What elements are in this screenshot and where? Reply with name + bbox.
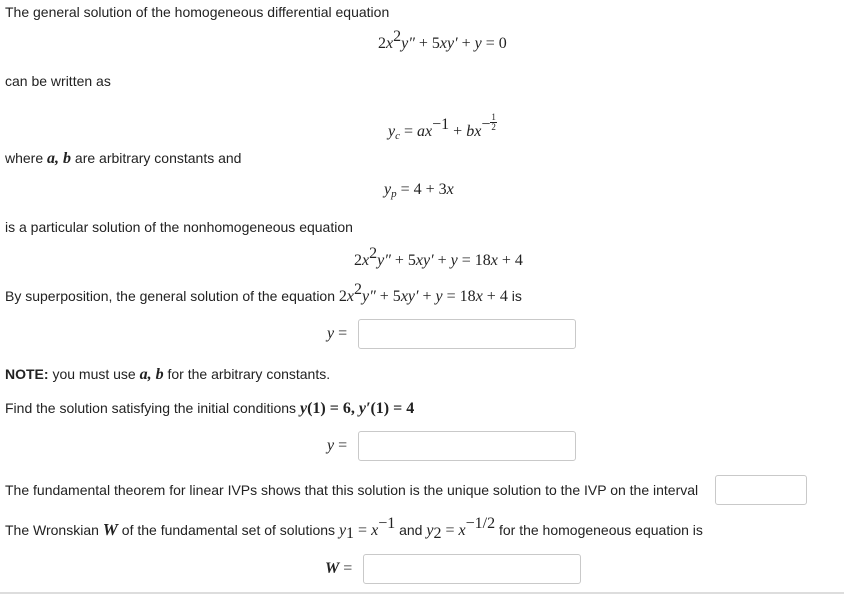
intro-text: The general solution of the homogeneous differential equation bbox=[5, 4, 390, 20]
interval-input[interactable] bbox=[715, 475, 807, 505]
fundamental-text: The fundamental theorem for linear IVPs shows that this solution is the unique solution to the IVP on the interval bbox=[5, 482, 699, 498]
can-be-written-text: can be written as bbox=[5, 73, 111, 89]
wronskian-input[interactable] bbox=[363, 554, 581, 584]
homogeneous-equation: $2x^2y'' + 5xy' + y = 0$ bbox=[378, 28, 507, 52]
ivp-y-label: y = bbox=[327, 437, 348, 454]
note-label: NOTE: bbox=[5, 366, 49, 382]
note-text bbox=[5, 366, 330, 383]
wronskian-suffix: for the homogeneous equation is bbox=[495, 522, 703, 538]
wronskian-text bbox=[5, 515, 703, 542]
note-prefix: you must use bbox=[48, 366, 140, 382]
y1-expression: $y_1 = x^{-1}$ bbox=[338, 515, 396, 542]
where-prefix: where bbox=[5, 150, 48, 166]
find-text bbox=[5, 400, 414, 417]
superposition-suffix: is bbox=[507, 288, 522, 304]
particular-text: is a particular solution of the nonhomogeneous equation bbox=[5, 219, 353, 235]
wronskian-and: and bbox=[395, 522, 427, 538]
superposition-equation: $2x^2y'' + 5xy' + y = 18x + 4$ bbox=[338, 281, 508, 305]
where-text bbox=[5, 150, 241, 167]
find-prefix: Find the solution satisfying the initial conditions bbox=[5, 400, 300, 416]
general-solution-input[interactable] bbox=[358, 319, 576, 349]
superposition-text bbox=[5, 281, 522, 305]
y2-expression: $y_2 = x^{-1/2}$ bbox=[426, 515, 496, 542]
superposition-prefix: By superposition, the general solution of the equation bbox=[5, 288, 339, 304]
w-label: W = bbox=[325, 560, 353, 577]
bottom-divider bbox=[0, 592, 844, 594]
note-vars: a, b bbox=[139, 366, 164, 383]
note-suffix: for the arbitrary constants. bbox=[163, 366, 331, 382]
initial-conditions: y(1) = 6, y′(1) = 4 bbox=[299, 400, 415, 417]
ivp-solution-input[interactable] bbox=[358, 431, 576, 461]
particular-solution: $y_p = 4 + 3x$ bbox=[384, 181, 454, 200]
where-vars: a, b bbox=[47, 150, 72, 167]
where-suffix: are arbitrary constants and bbox=[71, 150, 242, 166]
general-y-label: y = bbox=[327, 325, 348, 342]
wronskian-mid: of the fundamental set of solutions bbox=[117, 522, 339, 538]
wronskian-prefix: The Wronskian bbox=[5, 522, 103, 538]
complementary-solution: $y_c = ax^{-1} + bx^-$ $\frac{1}{2}$ bbox=[388, 112, 496, 142]
nonhomogeneous-equation: $2x^2y'' + 5xy' + y = 18x + 4$ bbox=[354, 245, 523, 269]
wronskian-var: W bbox=[102, 520, 118, 539]
